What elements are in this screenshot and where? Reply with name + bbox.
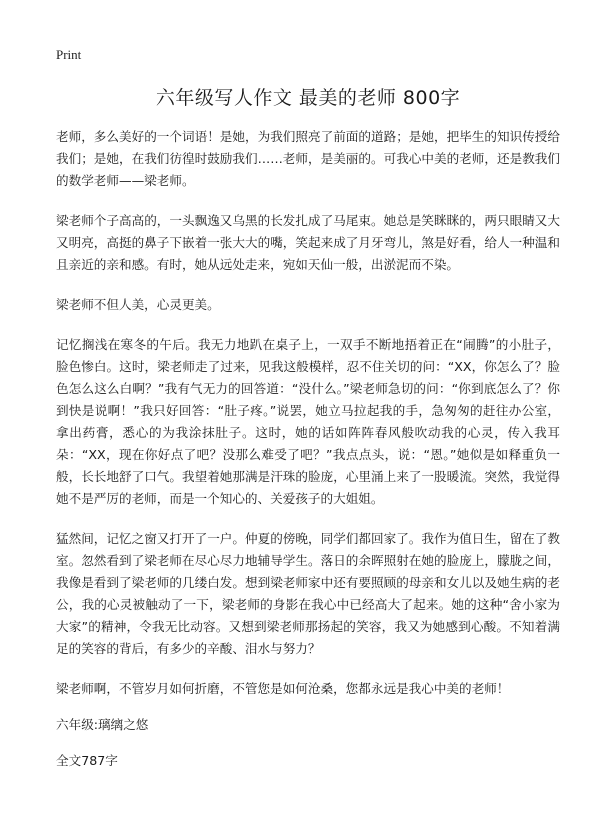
paragraph-intro: 老师，多么美好的一个词语！是她，为我们照亮了前面的道路；是她，把毕生的知识传授给我们；是她，在我们彷徨时鼓励我们……老师，是美丽的。可我心中美的老师，还是教我们的数学老师——梁老师。 <box>56 129 560 188</box>
paragraph-summer-memory: 猛然间，记忆之窗又打开了一户。仲夏的傍晚，同学们都回家了。我作为值日生，留在了教室。忽然看到了梁老师在尽心尽力地辅导学生。落日的余晖照射在她的脸庞上，朦胧之间，我像是看到了梁老师的几缕白发。想到梁老师家中还有要照顾的母亲和女儿以及她生病的老公，我的心灵被触动了一下，梁老师的身影在我心中已经高大了起来。她的这种“舍小家为大家”的精神，令我无比动容。又想到梁老师那扬起的笑容，我又为她感到心酸。不知着满足的笑容的背后，有多少的辛酸、泪水与努力？ <box>56 531 560 656</box>
author-line: 六年级:璃缡之悠 <box>56 717 149 732</box>
word-count: 全文787字 <box>56 753 118 768</box>
paragraph-appearance: 梁老师个子高高的，一头飘逸又乌黑的长发扎成了马尾束。她总是笑眯眯的，两只眼睛又大又明亮，高挺的鼻子下嵌着一张大大的嘴，笑起来成了月牙弯儿，煞是好看，给人一种温和且亲近的亲和感。有时，她从远处走来，宛如天仙一般，出淤泥而不染。 <box>56 213 560 272</box>
paragraph-conclusion: 梁老师啊，不管岁月如何折磨，不管您是如何沧桑，您都永远是我心中美的老师！ <box>56 681 510 696</box>
article-title: 六年级写人作文 最美的老师 800字 <box>155 87 461 109</box>
paragraph-winter-memory: 记忆搁浅在寒冬的午后。我无力地趴在桌子上，一双手不断地捂着正在“闹腾”的小肚子，脸色惨白。这时，梁老师走了过来，见我这般模样，忍不住关切的问：“XX，你怎么了？脸色怎么这么白啊？”我有气无力的回答道：“没什么。”梁老师急切的问：“你到底怎么了？你到快是说啊！”我只好回答：“肚子疼。”说罢，她立马拉起我的手，急匆匆的赶往办公室，拿出药膏，悉心的为我涂抹肚子。这时，她的话如阵阵春风般吹动我的心灵，传入我耳朵：“XX，现在你好点了吧？没那么难受了吧？”我点点头，说：“恩。”她似是如释重负一般，长长地舒了口气。我望着她那满是汗珠的脸庞，心里涌上来了一股暖流。突然，我觉得她不是严厉的老师，而是一个知心的、关爱孩子的大姐姐。 <box>56 337 560 506</box>
paragraph-heart: 梁老师不但人美，心灵更美。 <box>56 297 220 312</box>
print-link[interactable]: Print <box>56 47 82 62</box>
